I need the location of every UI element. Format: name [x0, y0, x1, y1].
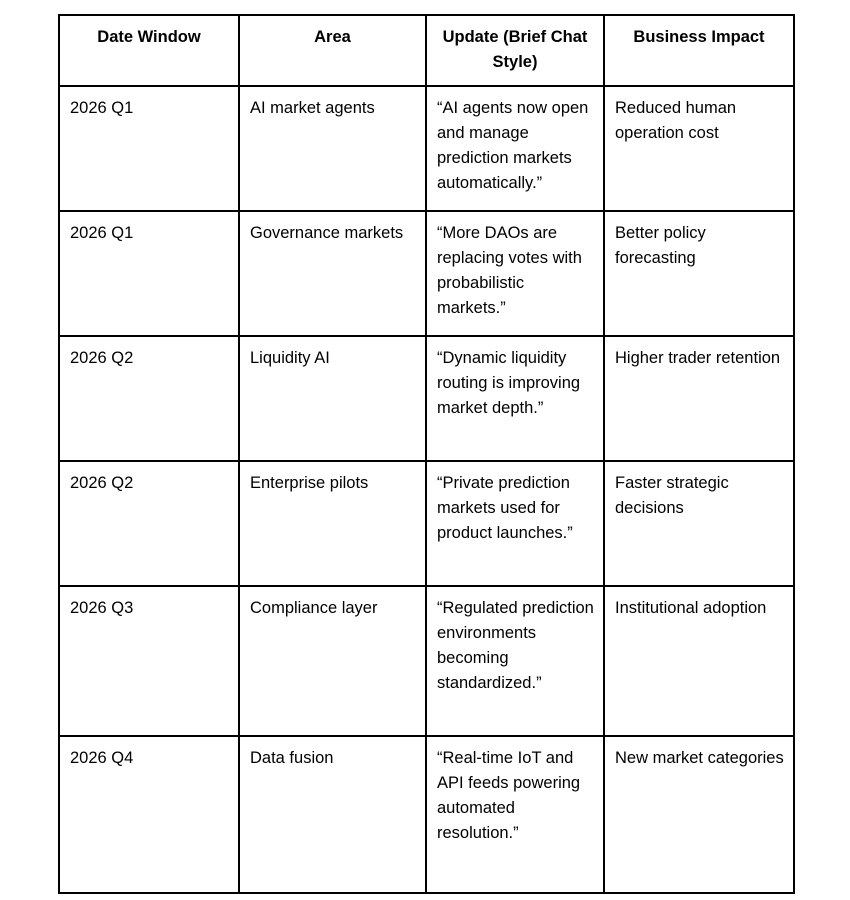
cell-business-impact: New market categories	[604, 736, 794, 893]
cell-update: “Private prediction markets used for product launches.”	[426, 461, 604, 586]
cell-business-impact: Reduced human operation cost	[604, 86, 794, 211]
cell-area: Enterprise pilots	[239, 461, 426, 586]
column-header-update: Update (Brief Chat Style)	[426, 15, 604, 86]
cell-area: AI market agents	[239, 86, 426, 211]
table-header-row	[59, 15, 794, 86]
table-row	[59, 586, 794, 736]
cell-area: Governance markets	[239, 211, 426, 336]
table-row	[59, 461, 794, 586]
column-header-date-window: Date Window	[59, 15, 239, 86]
table-row	[59, 86, 794, 211]
cell-date-window: 2026 Q2	[59, 461, 239, 586]
quarterly-update-table	[58, 14, 795, 894]
cell-area: Compliance layer	[239, 586, 426, 736]
cell-business-impact: Faster strategic decisions	[604, 461, 794, 586]
cell-business-impact: Higher trader retention	[604, 336, 794, 461]
cell-update: “AI agents now open and manage prediction markets automatically.”	[426, 86, 604, 211]
cell-date-window: 2026 Q1	[59, 211, 239, 336]
cell-date-window: 2026 Q1	[59, 86, 239, 211]
cell-date-window: 2026 Q2	[59, 336, 239, 461]
cell-area: Data fusion	[239, 736, 426, 893]
column-header-area: Area	[239, 15, 426, 86]
table-row	[59, 211, 794, 336]
table-row	[59, 736, 794, 893]
cell-area: Liquidity AI	[239, 336, 426, 461]
cell-business-impact: Institutional adoption	[604, 586, 794, 736]
table-row	[59, 336, 794, 461]
cell-date-window: 2026 Q4	[59, 736, 239, 893]
cell-date-window: 2026 Q3	[59, 586, 239, 736]
cell-update: “Dynamic liquidity routing is improving market depth.”	[426, 336, 604, 461]
cell-update: “Real-time IoT and API feeds powering automated resolution.”	[426, 736, 604, 893]
column-header-business-impact: Business Impact	[604, 15, 794, 86]
cell-business-impact: Better policy forecasting	[604, 211, 794, 336]
cell-update: “More DAOs are replacing votes with probabilistic markets.”	[426, 211, 604, 336]
cell-update: “Regulated prediction environments becoming standardized.”	[426, 586, 604, 736]
